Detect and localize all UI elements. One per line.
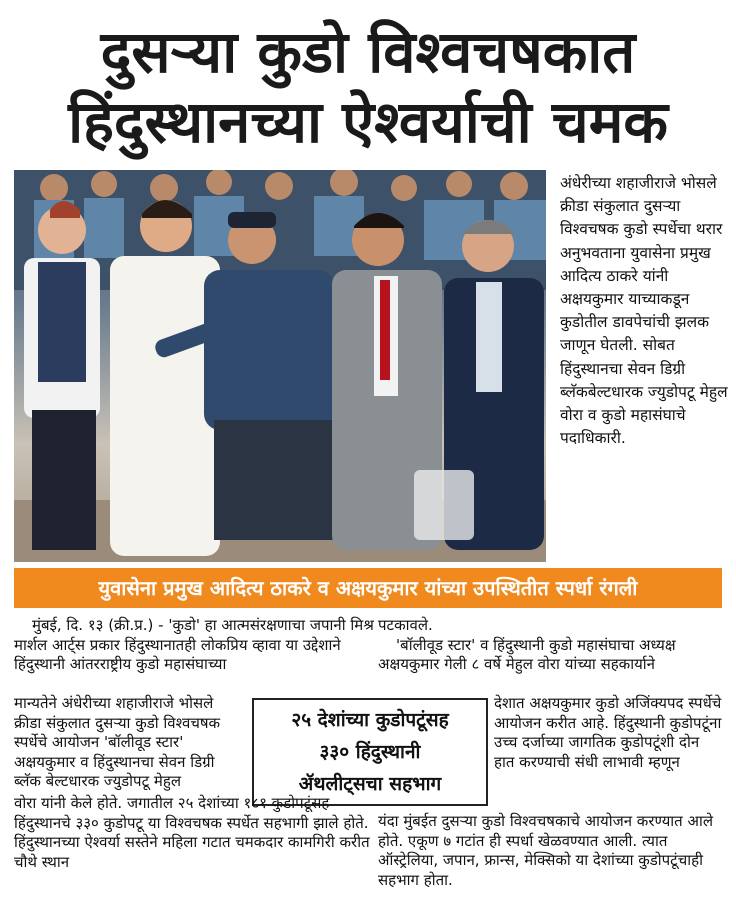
subheading-banner: युवासेना प्रमुख आदित्य ठाकरे व अक्षयकुमार यांच्या उपस्थितीत स्पर्धा रंगली <box>14 568 722 608</box>
headline-line-2: हिंदुस्थानच्या ऐश्वर्याची चमक <box>68 88 668 156</box>
article-paragraph: पटकावले. <box>378 616 433 634</box>
article-paragraph: वोरा यांनी केले होते. जगातील २५ देशांच्या १८१ कुडोपटूंसह हिंदुस्थानचे ३३० कुडोपटू या विश्वचषक स्पर्धेत सहभागी झाले होते. हिंदुस्थानच्या ऐश्वर्या सस्तेने महिला गटात चमकदार कामगिरी करीत चौथे स्थान <box>14 794 370 871</box>
pull-quote-line-1: २५ देशांच्या कुडोपटूंसह <box>291 709 449 731</box>
news-photo-illustration <box>14 170 546 562</box>
article-col1-mid <box>14 694 244 792</box>
article-col2-mid <box>494 694 722 772</box>
news-photo <box>14 170 546 562</box>
article-paragraph: यंदा मुंबईत दुसऱ्या कुडो विश्वचषकाचे आयोजन करण्यात आले होते. एकूण ७ गटांत ही स्पर्धा खेळवण्यात आली. त्यात ऑस्ट्रेलिया, जपान, फ्रान्स, मेक्सिको या देशांच्या कुडोपटूंचाही सहभाग होता. <box>378 812 713 889</box>
headline <box>0 0 736 168</box>
article-paragraph: देशात अक्षयकुमार कुडो अजिंक्यपद स्पर्धेचे आयोजन करीत आहे. हिंदुस्थानी कुडोपटूंना उच्च दर्जाच्या जागतिक कुडोपटूंशी दोन हात करण्याची संधी लाभावी म्हणून <box>494 694 722 771</box>
article-col1-bottom <box>14 794 374 872</box>
article-col2-bottom <box>378 812 722 890</box>
headline-line-1: दुसऱ्या कुडो विश्वचषकात <box>100 18 636 86</box>
pull-quote-line-2: ३३० हिंदुस्थानी <box>319 741 421 763</box>
pull-quote-box <box>252 698 488 806</box>
pull-quote-line-3: ॲथलीट्सचा सहभाग <box>298 773 442 795</box>
article-paragraph: मुंबई, दि. १३ (क्री.प्र.) - 'कुडो' हा आत्मसंरक्षणाचा जपानी मिश्र मार्शल आर्ट्स प्रकार हिंदुस्थानातही लोकप्रिय व्हावा या उद्देशाने हिंदुस्थानी आंतरराष्ट्रीय कुडो महासंघाच्या <box>14 616 374 674</box>
article-paragraph: 'बॉलीवूड स्टार' व हिंदुस्थानी कुडो महासंघाचा अध्यक्ष अक्षयकुमार गेली ८ वर्षे मेहुल वोरा यांच्या सहकार्याने <box>378 635 676 674</box>
article-col1-top <box>14 616 374 675</box>
photo-caption: अंधेरीच्या शहाजीराजे भोसले क्रीडा संकुलात दुसऱ्या विश्वचषक कुडो स्पर्धेचा थरार अनुभवताना युवासेना प्रमुख आदित्य ठाकरे यांनी अक्षयकुमार याच्याकडून कुडोतील डावपेचांची झलक जाणून घेतली. सोबत हिंदुस्थानचा सेवन डिग्री ब्लॅकबेल्टधारक ज्युडोपटू मेहुल वोरा व कुडो महासंघाचे पदाधिकारी. <box>560 174 728 448</box>
article-paragraph: मान्यतेने अंधेरीच्या शहाजीराजे भोसले क्रीडा संकुलात दुसऱ्या कुडो विश्वचषक स्पर्धेचे आयोजन 'बॉलीवूड स्टार' अक्षयकुमार व हिंदुस्थानचा सेवन डिग्री ब्लॅक बेल्टधारक ज्युडोपटू मेहुल <box>14 694 221 791</box>
article-col2-top <box>378 616 722 675</box>
